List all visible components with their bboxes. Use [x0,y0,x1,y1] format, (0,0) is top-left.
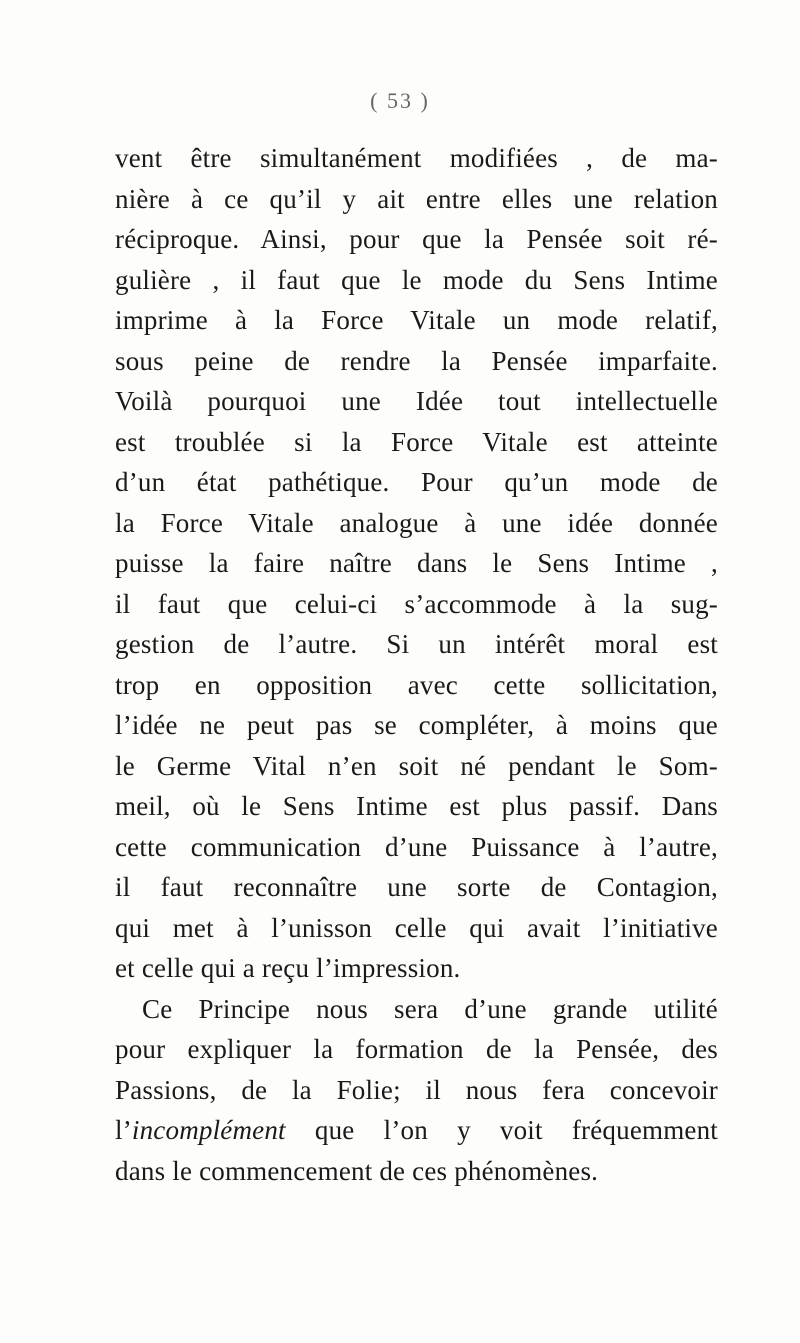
text-line: sous peine de rendre la Pensée imparfaite. [115,345,718,376]
text-line: imprime à la Force Vitale un mode relatif, [115,305,718,335]
italic-term: incomplément [131,1115,286,1145]
text-line: vent être simultanément modifiées , de ma- [115,143,718,173]
text-line: trop en opposition avec cette sollicitation, [115,669,718,700]
text-fragment: l’ [115,1115,132,1145]
body-text [115,138,718,1191]
text-fragment: que l’on y voit fréquemment [285,1115,718,1145]
text-line: Voilà pourquoi une Idée tout intellectuelle [115,386,718,416]
text-line: le Germe Vital n’en soit né pendant le Som- [115,750,718,781]
text-line: Passions, de la Folie; il nous fera concevoir [115,1074,718,1105]
text-line-with-italic [115,1110,718,1151]
text-line: gestion de l’autre. Si un intérêt moral est [115,629,718,659]
paragraph-start-line: Ce Principe nous sera d’une grande utilité [142,993,718,1024]
text-line: il faut que celui-ci s’accommode à la sug- [115,588,718,619]
text-line: qui met à l’unisson celle qui avait l’initiative [115,912,718,943]
text-line: l’idée ne peut pas se compléter, à moins que [115,710,718,740]
text-line: pour expliquer la formation de la Pensée, des [115,1034,718,1064]
text-line: cette communication d’une Puissance à l’autre, [115,831,718,862]
text-line: nière à ce qu’il y ait entre elles une relation [115,183,718,214]
text-line: puisse la faire naître dans le Sens Intime , [115,548,718,578]
text-line: est troublée si la Force Vitale est atteinte [115,426,718,457]
text-line: réciproque. Ainsi, pour que la Pensée soit ré- [115,224,718,254]
text-line: la Force Vitale analogue à une idée donnée [115,507,718,538]
text-line: meil, où le Sens Intime est plus passif. Dans [115,791,718,821]
text-line: d’un état pathétique. Pour qu’un mode de [115,467,718,497]
page-number: ( 53 ) [370,88,430,113]
text-line: gulière , il faut que le mode du Sens Intime [115,264,718,295]
text-line: dans le commencement de ces phénomènes. [115,1155,599,1186]
text-line: et celle qui a reçu l’impression. [115,953,461,983]
text-line: il faut reconnaître une sorte de Contagion, [115,872,718,902]
